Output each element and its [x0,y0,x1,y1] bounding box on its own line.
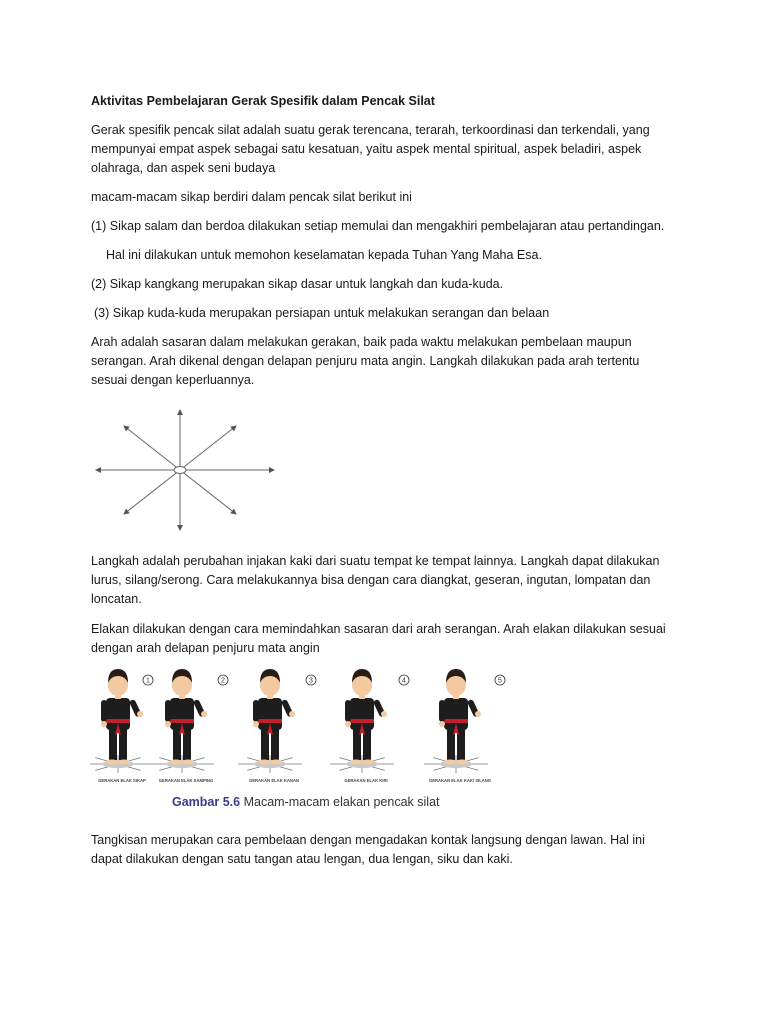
fighter-figure-4 [330,669,394,773]
figure-number-2 [218,675,228,685]
figure-caption [172,795,440,809]
fighter-figure-1 [90,669,150,773]
intro-line-2: mempunyai empat aspek sebagai satu kesatuan, yaitu aspek mental spiritual, aspek beladiri, aspek [91,142,642,156]
arah-line-1: Arah adalah sasaran dalam melakukan gerakan, baik pada waktu melakukan pembelaan maupun [91,335,632,349]
tangkisan-line-2: dapat dilakukan dengan satu tangan atau lengan, dua lengan, siku dan kaki. [91,852,513,866]
intro-line-1: Gerak spesifik pencak silat adalah suatu gerak terencana, terarah, terkoordinasi dan terkendali, yang [91,123,650,137]
elakan-line-1: Elakan dilakukan dengan cara memindahkan sasaran dari arah serangan. Arah elakan dilakukan sesuai [91,622,666,636]
intro-line-3: olahraga, dan aspek seni budaya [91,161,276,175]
item-3: (3) Sikap kuda-kuda merupakan persiapan untuk melakukan serangan dan belaan [94,306,550,320]
svg-text:2: 2 [221,677,225,685]
item-1-note: Hal ini dilakukan untuk memohon keselamatan kepada Tuhan Yang Maha Esa. [106,248,542,262]
figure-caption-text: Macam-macam elakan pencak silat [243,795,440,809]
svg-text:5: 5 [498,677,502,685]
langkah-line-2: lurus, silang/serong. Cara melakukannya bisa dengan cara diangkat, geseran, ingutan, lompatan dan [91,573,651,587]
elakan-line-2: dengan arah delapan penjuru mata angin [91,641,320,655]
arrow-southeast [180,470,236,514]
figure-number-3 [306,675,316,685]
fighter-figure-3 [238,669,302,773]
figure-number-4 [399,675,409,685]
figure-label-2: GERAKAN ELAK SAMPING [158,778,214,783]
item-1: (1) Sikap salam dan berdoa dilakukan setiap memulai dan mengakhiri pembelajaran atau pertandingan. [91,219,665,233]
figure-label-5: GERAKAN ELAK KAKI SILANG [428,778,492,783]
figure-number-5 [495,675,505,685]
fighter-figure-2 [150,669,214,773]
tangkisan-line-1: Tangkisan merupakan cara pembelaan dengan mengadakan kontak langsung dengan lawan. Hal ini [91,833,645,847]
svg-text:4: 4 [402,677,406,685]
arah-line-3: sesuai dengan keperluannya. [91,373,255,387]
arrow-northwest [124,426,180,470]
center-circle [174,467,186,474]
subheading: macam-macam sikap berdiri dalam pencak silat berikut ini [91,190,412,204]
langkah-line-1: Langkah adalah perubahan injakan kaki dari suatu tempat ke tempat lainnya. Langkah dapat dilakukan [91,554,660,568]
svg-text:3: 3 [309,677,313,685]
arrow-northeast [180,426,236,470]
svg-text:1: 1 [146,677,150,685]
figure-label-4: GERAKAN ELAK KIRI [344,778,388,783]
fighter-figure-5 [424,669,488,773]
eight-direction-diagram [90,404,280,536]
figure-number-1 [143,675,153,685]
figure-label-1: GERAKAN ELAK SIKAP [98,778,146,783]
arah-line-2: serangan. Arah dikenal dengan delapan penjuru mata angin. Langkah dilakukan pada arah tertentu [91,354,640,368]
figure-label-3: GERAKAN ELAK KANAN [248,778,300,783]
langkah-line-3: loncatan. [91,592,142,606]
arrow-southwest [124,470,180,514]
document-title: Aktivitas Pembelajaran Gerak Spesifik dalam Pencak Silat [91,94,435,108]
figure-caption-label: Gambar 5.6 [172,795,241,809]
elakan-figures-illustration [90,668,520,798]
item-2: (2) Sikap kangkang merupakan sikap dasar untuk langkah dan kuda-kuda. [91,277,504,291]
